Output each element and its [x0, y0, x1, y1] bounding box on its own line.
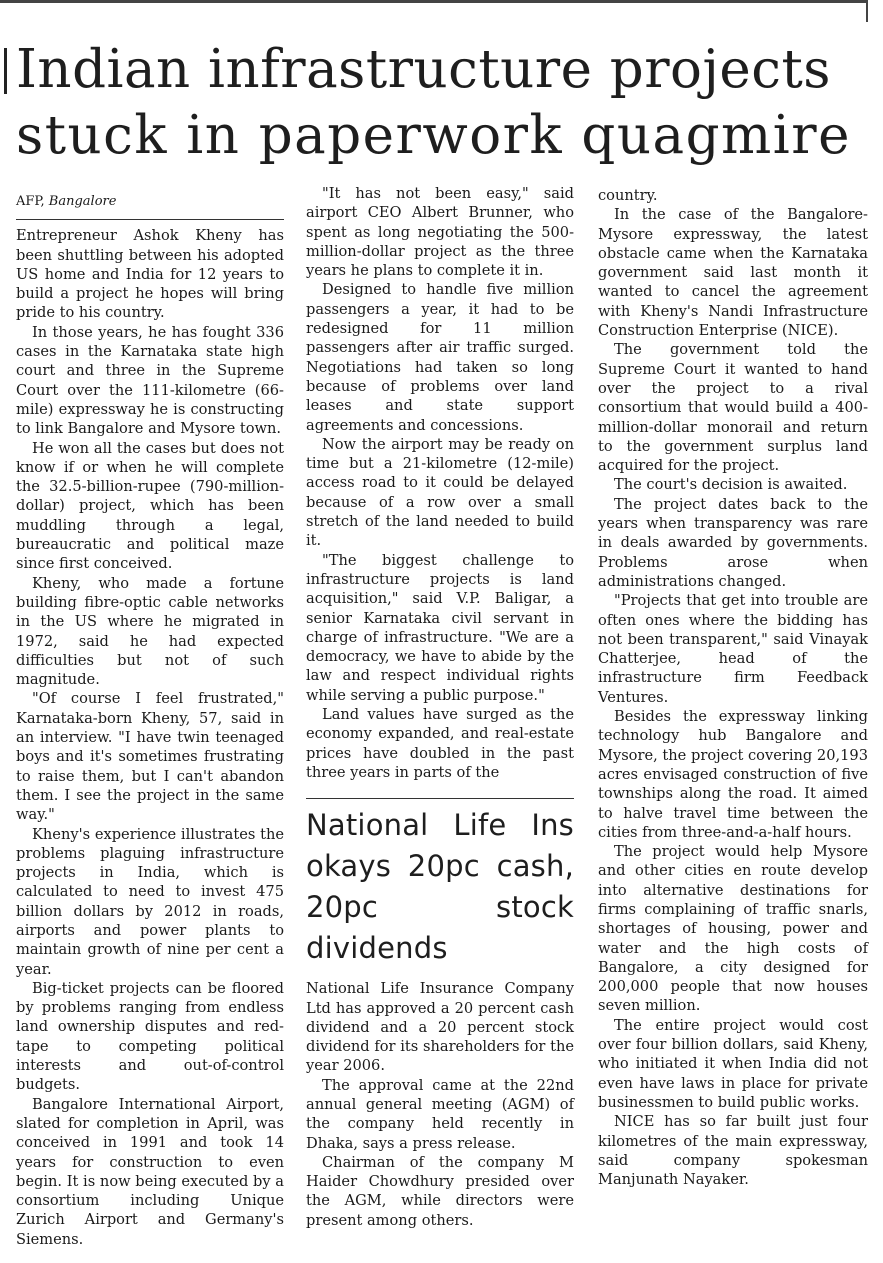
- paragraph: Kheny, who made a fortune building fibre-optic cable networks in the US where he migrated in 1972, said he had expected difficulties but not of such magnitude.: [16, 574, 284, 689]
- paragraph: Entrepreneur Ashok Kheny has been shuttling between his adopted US home and India for 12 years to build a project he hopes will bring pride to his country.: [16, 227, 284, 322]
- paragraph: In the case of the Bangalore-Mysore expressway, the latest obstacle came when the Karnataka government said last month it wanted to cancel the agreement with Kheny's Nandi Infrastructure Construction Enterprise (NICE).: [598, 206, 868, 340]
- paragraph: The approval came at the 22nd annual general meeting (AGM) of the company held recently in Dhaka, says a press release.: [306, 1076, 574, 1152]
- dateline-rule: [16, 219, 284, 220]
- top-border-rule: [0, 0, 866, 3]
- paragraph: He won all the cases but does not know if or when he will complete the 32.5-billion-rupee (790-million-dollar) project, which has been muddling through a legal, bureaucratic and political maze since first conceived.: [16, 439, 284, 573]
- second-article-headline: National Life Ins okays 20pc cash, 20pc stock dividends: [306, 808, 574, 966]
- headline-marker-bar: [4, 48, 7, 94]
- paragraph: NICE has so far built just four kilometres of the main expressway, said company spokesman Manjunath Nayaker.: [598, 1113, 868, 1189]
- article-column-1: [16, 184, 284, 1249]
- paragraph: The project dates back to the years when transparency was rare in deals awarded by governments. Problems arose when administrations changed.: [598, 495, 868, 590]
- paragraph: The court's decision is awaited.: [614, 476, 848, 494]
- paragraph: Designed to handle five million passengers a year, it had to be redesigned for 11 million passengers after air traffic surged. Negotiations had taken so long because of problems over land leases and state support agreements and concessions.: [306, 281, 574, 434]
- paragraph: The project would help Mysore and other cities en route develop into alternative destinations for firms complaining of traffic snarls, shortages of housing, power and water and the high costs of Bangalore, a city designed for 200,000 people that now houses seven million.: [598, 843, 868, 1015]
- paragraph: Chairman of the company M Haider Chowdhury presided over the AGM, while directors were present among others.: [306, 1153, 574, 1229]
- paragraph: Bangalore International Airport, slated for completion in April, was conceived in 1991 and took 14 years for construction to even begin. It is now being executed by a consortium including Unique Zurich Airport and Germany's Siemens.: [16, 1095, 284, 1248]
- paragraph: Land values have surged as the economy expanded, and real-estate prices have doubled in the past three years in parts of the: [306, 706, 574, 781]
- dateline-place: Bangalore: [48, 194, 117, 209]
- paragraph: "It has not been easy," said airport CEO Albert Brunner, who spent as long negotiating the 500-million-dollar project as the three years he plans to complete it in.: [306, 185, 574, 280]
- paragraph: country.: [598, 187, 658, 204]
- paragraph: Now the airport may be ready on time but a 21-kilometre (12-mile) access road to it could be delayed because of a row over a small stretch of the land needed to build it.: [306, 435, 574, 550]
- paragraph: "Projects that get into trouble are often ones where the bidding has not been transparent," said Vinayak Chatterjee, head of the infrastructure firm Feedback Ventures.: [598, 592, 868, 706]
- headline-line-1: Indian infrastructure projects: [16, 39, 831, 100]
- headline-line-2: stuck in paperwork quagmire: [16, 105, 851, 166]
- paragraph: The government told the Supreme Court it wanted to hand over the project to a rival consortium that would build a 400-million-dollar monorail and return to the government surplus land acquired for the project.: [598, 341, 868, 475]
- paragraph: Besides the expressway linking technology hub Bangalore and Mysore, the project covering 20,193 acres envisaged construction of five townships along the road. It aimed to halve travel time between the cities from three-and-a-half hours.: [598, 708, 868, 841]
- article-column-3: [598, 186, 868, 1189]
- paragraph: National Life Insurance Company Ltd has approved a 20 percent cash dividend and a 20 percent stock dividend for its shareholders for the year 2006.: [306, 980, 574, 1075]
- paragraph: "Of course I feel frustrated," Karnataka-born Kheny, 57, said in an interview. "I have twin teenaged boys and it's sometimes frustrating to raise them, but I can't abandon them. I see the project in the same way.": [16, 690, 284, 824]
- paragraph: In those years, he has fought 336 cases in the Karnataka state high court and three in the Supreme Court over the 111-kilometre (66-mile) expressway he is constructing to link Bangalore and Mysore town.: [16, 323, 284, 438]
- article-column-2: [306, 184, 574, 1230]
- paragraph: "The biggest challenge to infrastructure projects is land acquisition," said V.P. Baligar, a senior Karnataka civil servant in charge of infrastructure. "We are a democracy, we have to abide by the law and respect individual rights while serving a public purpose.": [306, 551, 574, 704]
- right-border-rule: [866, 0, 868, 22]
- dateline-agency: AFP,: [16, 194, 45, 209]
- paragraph: Big-ticket projects can be floored by problems ranging from endless land ownership disputes and red-tape to competing political interests and out-of-control budgets.: [16, 979, 284, 1094]
- dateline: [16, 192, 284, 211]
- article-divider-rule: [306, 798, 574, 799]
- paragraph: The entire project would cost over four billion dollars, said Kheny, who initiated it when India did not even have laws in place for private businessmen to build public works.: [598, 1016, 868, 1111]
- paragraph: Kheny's experience illustrates the problems plaguing infrastructure projects in India, which is calculated to need to invest 475 billion dollars by 2012 in roads, airports and power plants to maintain growth of nine per cent a year.: [16, 825, 284, 978]
